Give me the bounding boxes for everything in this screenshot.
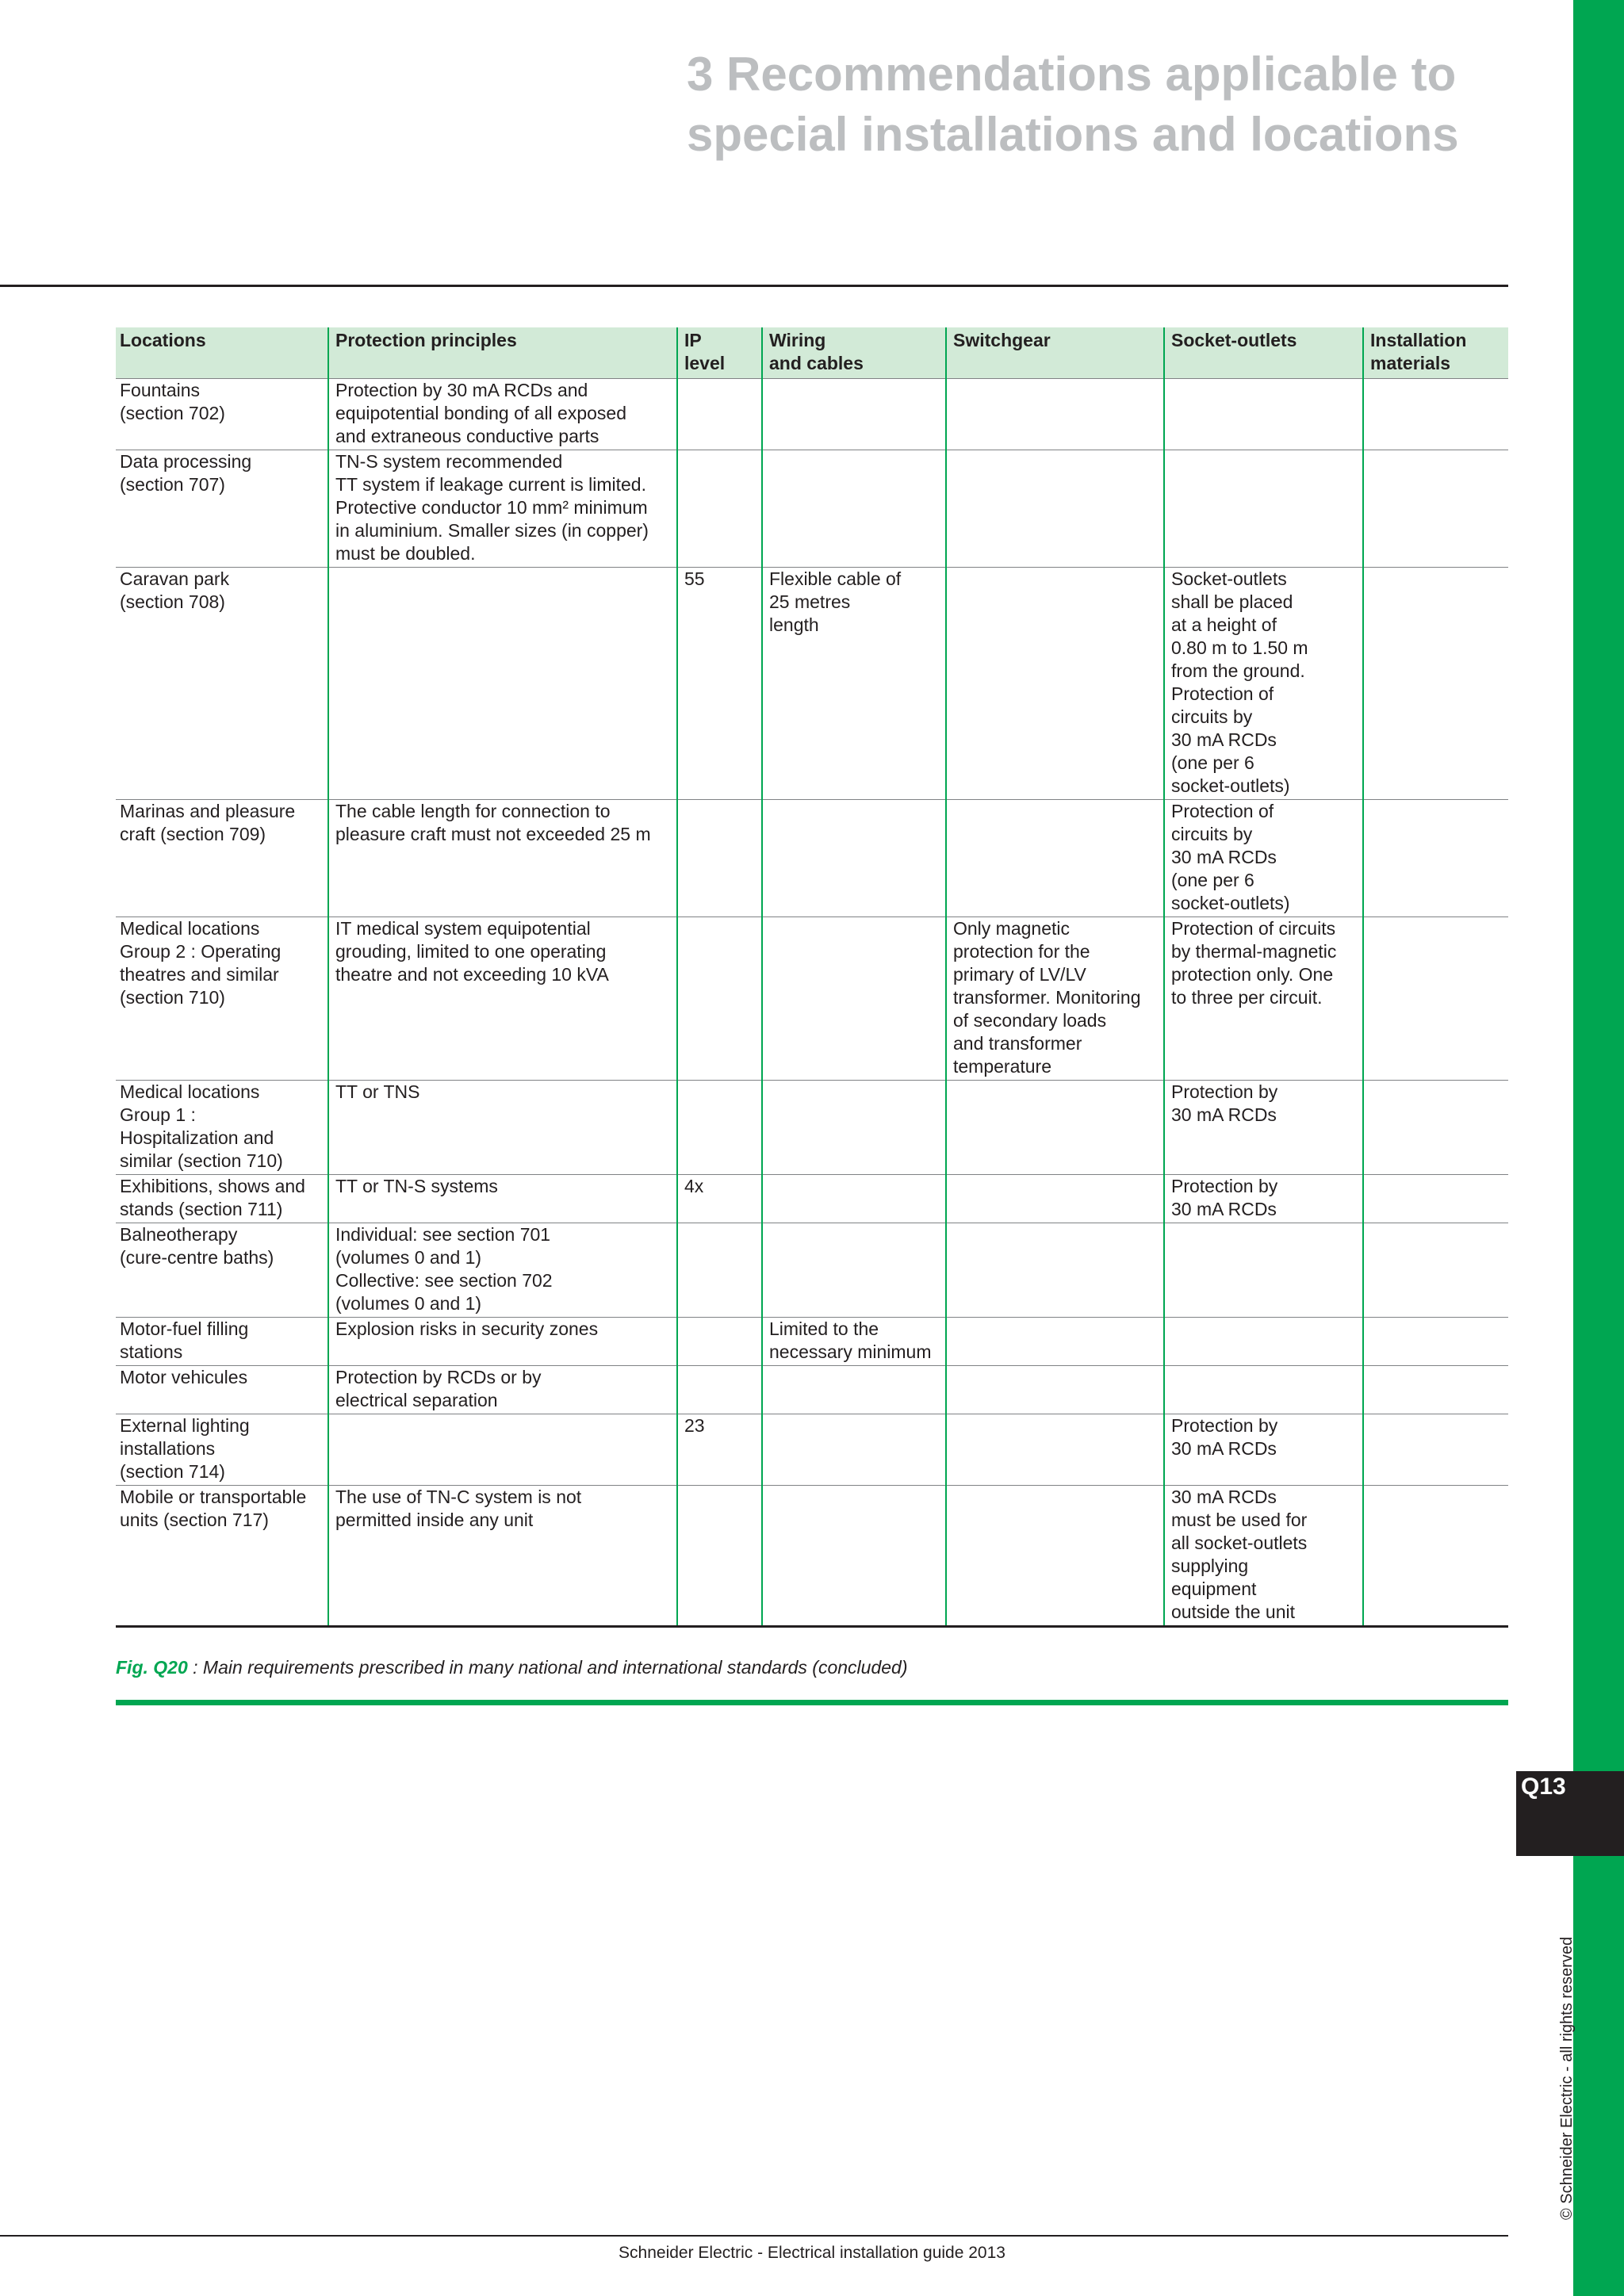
table-row	[116, 568, 1508, 800]
table-row	[116, 1318, 1508, 1366]
cell-switchgear	[946, 1318, 1164, 1366]
header-socket-outlets: Socket-outlets	[1164, 327, 1363, 379]
cell-ip-level: 55	[677, 568, 762, 800]
cell-wiring-and-cables	[762, 379, 946, 450]
figure-caption-text: : Main requirements prescribed in many national and international standards (concluded)	[187, 1657, 908, 1678]
cell-switchgear	[946, 1366, 1164, 1414]
cell-wiring-and-cables	[762, 1081, 946, 1175]
cell-protection-principles: Protection by RCDs or by electrical separation	[328, 1366, 677, 1414]
cell-installation-materials	[1363, 1081, 1508, 1175]
cell-socket-outlets	[1164, 450, 1363, 568]
cell-switchgear	[946, 1486, 1164, 1627]
table-row	[116, 1414, 1508, 1486]
cell-installation-materials	[1363, 1318, 1508, 1366]
cell-wiring-and-cables: Limited to the necessary minimum	[762, 1318, 946, 1366]
table-row	[116, 1486, 1508, 1627]
cell-location: Caravan park (section 708)	[116, 568, 328, 800]
cell-protection-principles: The use of TN-C system is not permitted inside any unit	[328, 1486, 677, 1627]
cell-wiring-and-cables	[762, 450, 946, 568]
cell-location: Data processing (section 707)	[116, 450, 328, 568]
page-number-tab: Q13	[1516, 1771, 1624, 1856]
cell-wiring-and-cables	[762, 1486, 946, 1627]
cell-wiring-and-cables	[762, 800, 946, 917]
header-protection-principles: Protection principles	[328, 327, 677, 379]
cell-ip-level	[677, 1081, 762, 1175]
cell-switchgear	[946, 1081, 1164, 1175]
cell-wiring-and-cables	[762, 1175, 946, 1223]
cell-ip-level	[677, 1318, 762, 1366]
cell-wiring-and-cables: Flexible cable of 25 metres length	[762, 568, 946, 800]
page-footer: Schneider Electric - Electrical installation guide 2013	[619, 2244, 1005, 2262]
cell-location: Motor-fuel filling stations	[116, 1318, 328, 1366]
cell-switchgear	[946, 1223, 1164, 1318]
cell-protection-principles: Explosion risks in security zones	[328, 1318, 677, 1366]
cell-ip-level	[677, 1486, 762, 1627]
caption-divider	[116, 1700, 1508, 1705]
cell-socket-outlets: 30 mA RCDs must be used for all socket-outlets supplying equipment outside the unit	[1164, 1486, 1363, 1627]
cell-ip-level	[677, 1223, 762, 1318]
copyright-notice: © Schneider Electric - all rights reserved	[1558, 1936, 1576, 2220]
cell-installation-materials	[1363, 800, 1508, 917]
cell-installation-materials	[1363, 917, 1508, 1081]
table-row	[116, 1223, 1508, 1318]
cell-protection-principles: Individual: see section 701 (volumes 0 and 1) Collective: see section 702 (volumes 0 and 1)	[328, 1223, 677, 1318]
cell-ip-level: 23	[677, 1414, 762, 1486]
table-row	[116, 379, 1508, 450]
cell-protection-principles: TN-S system recommended TT system if leakage current is limited. Protective conductor 10 mm² minimum in aluminium. Smaller sizes (in copper) must be doubled.	[328, 450, 677, 568]
cell-socket-outlets	[1164, 379, 1363, 450]
cell-installation-materials	[1363, 568, 1508, 800]
cell-ip-level	[677, 1366, 762, 1414]
cell-installation-materials	[1363, 379, 1508, 450]
cell-wiring-and-cables	[762, 1414, 946, 1486]
cell-socket-outlets: Socket-outlets shall be placed at a height of 0.80 m to 1.50 m from the ground. Protection of circuits by 30 mA RCDs (one per 6 socket-outlets)	[1164, 568, 1363, 800]
cell-protection-principles	[328, 568, 677, 800]
cell-ip-level: 4x	[677, 1175, 762, 1223]
cell-protection-principles: TT or TN-S systems	[328, 1175, 677, 1223]
cell-socket-outlets: Protection of circuits by thermal-magnetic protection only. One to three per circuit.	[1164, 917, 1363, 1081]
cell-socket-outlets: Protection by 30 mA RCDs	[1164, 1081, 1363, 1175]
cell-installation-materials	[1363, 1486, 1508, 1627]
section-title: 3 Recommendations applicable to special installations and locations	[687, 48, 1459, 161]
cell-protection-principles: The cable length for connection to pleasure craft must not exceeded 25 m	[328, 800, 677, 917]
table-row	[116, 450, 1508, 568]
cell-location: Medical locations Group 1 : Hospitalization and similar (section 710)	[116, 1081, 328, 1175]
cell-installation-materials	[1363, 1223, 1508, 1318]
cell-location: Balneotherapy (cure-centre baths)	[116, 1223, 328, 1318]
cell-ip-level	[677, 917, 762, 1081]
header-switchgear: Switchgear	[946, 327, 1164, 379]
cell-ip-level	[677, 450, 762, 568]
cell-switchgear	[946, 1175, 1164, 1223]
header-locations: Locations	[116, 327, 328, 379]
table-row	[116, 1081, 1508, 1175]
cell-ip-level	[677, 800, 762, 917]
table-row	[116, 800, 1508, 917]
cell-location: Motor vehicules	[116, 1366, 328, 1414]
cell-location: Exhibitions, shows and stands (section 711)	[116, 1175, 328, 1223]
cell-wiring-and-cables	[762, 1366, 946, 1414]
cell-switchgear	[946, 1414, 1164, 1486]
cell-switchgear	[946, 379, 1164, 450]
cell-switchgear	[946, 450, 1164, 568]
header-ip-level: IP level	[677, 327, 762, 379]
header-wiring-and-cables: Wiring and cables	[762, 327, 946, 379]
figure-label: Fig. Q20	[116, 1657, 188, 1678]
cell-wiring-and-cables	[762, 917, 946, 1081]
cell-ip-level	[677, 379, 762, 450]
cell-installation-materials	[1363, 1414, 1508, 1486]
table-row	[116, 917, 1508, 1081]
cell-protection-principles: IT medical system equipotential grouding, limited to one operating theatre and not exceeding 10 kVA	[328, 917, 677, 1081]
figure-caption	[116, 1657, 907, 1678]
cell-protection-principles	[328, 1414, 677, 1486]
cell-switchgear	[946, 568, 1164, 800]
cell-wiring-and-cables	[762, 1223, 946, 1318]
cell-location: Mobile or transportable units (section 717)	[116, 1486, 328, 1627]
table-header-row	[116, 327, 1508, 379]
requirements-table	[116, 327, 1508, 1628]
cell-location: Marinas and pleasure craft (section 709)	[116, 800, 328, 917]
title-divider	[0, 285, 1508, 287]
cell-socket-outlets: Protection of circuits by 30 mA RCDs (one per 6 socket-outlets)	[1164, 800, 1363, 917]
cell-location: Fountains (section 702)	[116, 379, 328, 450]
cell-switchgear	[946, 800, 1164, 917]
cell-socket-outlets	[1164, 1223, 1363, 1318]
cell-socket-outlets: Protection by 30 mA RCDs	[1164, 1175, 1363, 1223]
cell-installation-materials	[1363, 450, 1508, 568]
table-row	[116, 1175, 1508, 1223]
cell-socket-outlets	[1164, 1366, 1363, 1414]
cell-switchgear: Only magnetic protection for the primary of LV/LV transformer. Monitoring of secondary loads and transformer temperature	[946, 917, 1164, 1081]
cell-installation-materials	[1363, 1366, 1508, 1414]
cell-location: Medical locations Group 2 : Operating theatres and similar (section 710)	[116, 917, 328, 1081]
footer-divider	[0, 2235, 1508, 2237]
side-accent-bar	[1573, 0, 1624, 2296]
cell-socket-outlets: Protection by 30 mA RCDs	[1164, 1414, 1363, 1486]
cell-installation-materials	[1363, 1175, 1508, 1223]
table-row	[116, 1366, 1508, 1414]
cell-location: External lighting installations (section 714)	[116, 1414, 328, 1486]
cell-protection-principles: TT or TNS	[328, 1081, 677, 1175]
header-installation-materials: Installation materials	[1363, 327, 1508, 379]
cell-socket-outlets	[1164, 1318, 1363, 1366]
cell-protection-principles: Protection by 30 mA RCDs and equipotential bonding of all exposed and extraneous conductive parts	[328, 379, 677, 450]
